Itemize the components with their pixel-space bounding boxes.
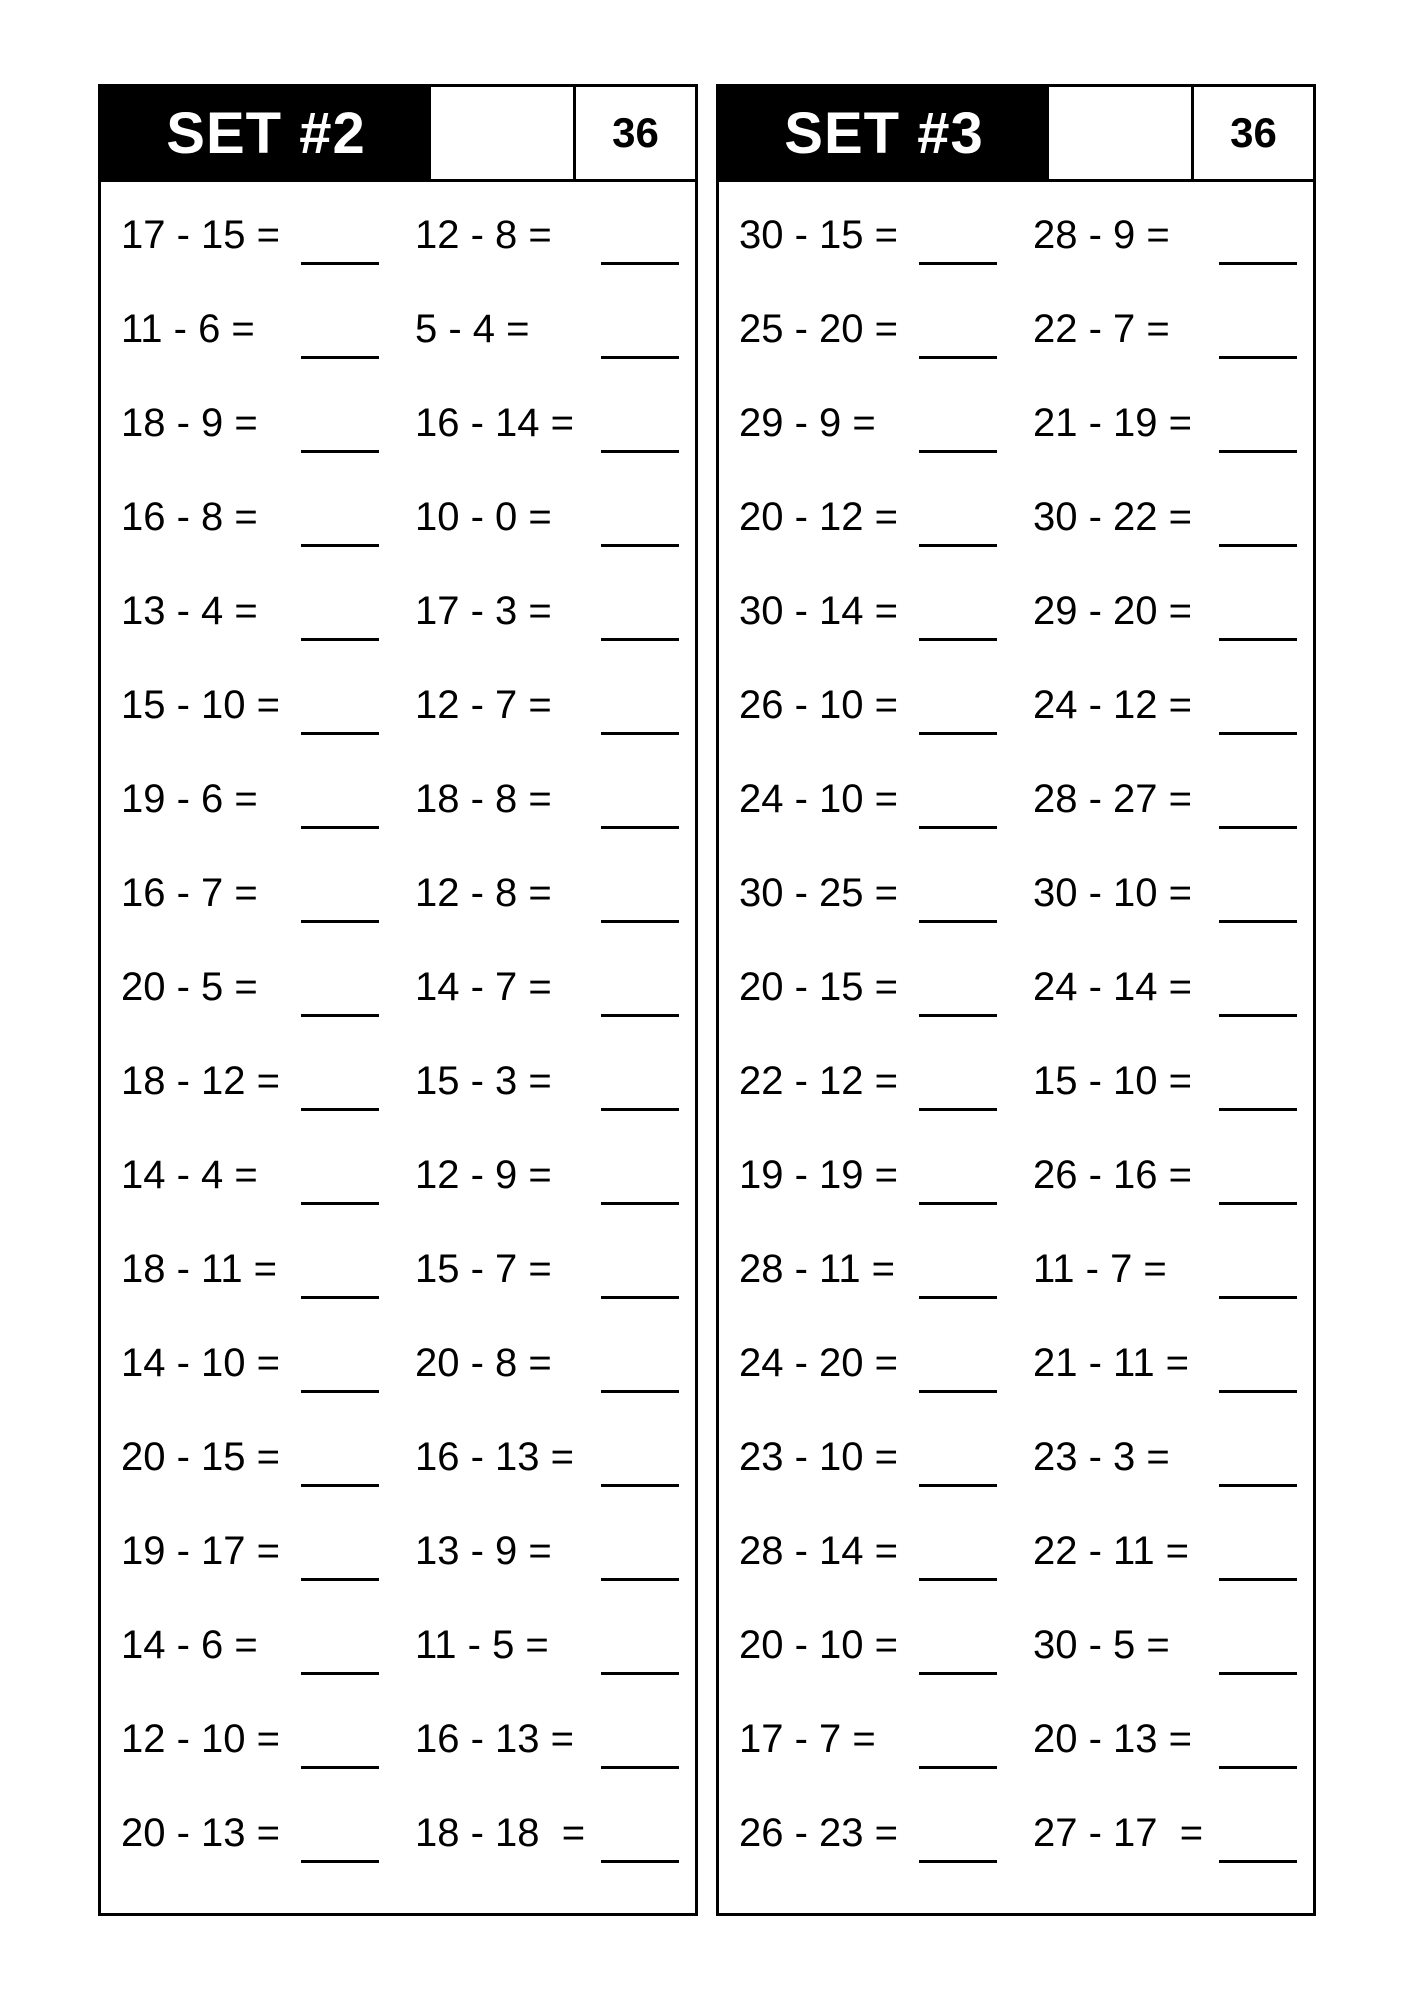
answer-blank[interactable]	[1219, 826, 1297, 829]
problem-text: 30 - 15 =	[739, 213, 899, 257]
problem-text: 15 - 7 =	[415, 1247, 552, 1291]
problem-text: 21 - 19 =	[1033, 401, 1193, 445]
problem-text: 28 - 14 =	[739, 1529, 899, 1573]
problem-text: 26 - 23 =	[739, 1811, 899, 1855]
answer-blank[interactable]	[301, 826, 379, 829]
answer-blank[interactable]	[601, 826, 679, 829]
answer-blank[interactable]	[1219, 544, 1297, 547]
answer-blank[interactable]	[301, 1672, 379, 1675]
problem-text: 15 - 10 =	[121, 683, 281, 727]
answer-blank[interactable]	[1219, 1860, 1297, 1863]
answer-blank[interactable]	[601, 1390, 679, 1393]
problem-text: 11 - 7 =	[1033, 1247, 1167, 1291]
problem-row	[719, 558, 1313, 652]
answer-blank[interactable]	[601, 1014, 679, 1017]
answer-blank[interactable]	[919, 450, 997, 453]
answer-blank[interactable]	[919, 638, 997, 641]
answer-blank[interactable]	[301, 1860, 379, 1863]
problem-text: 16 - 7 =	[121, 871, 258, 915]
problem-text: 20 - 12 =	[739, 495, 899, 539]
problem-row	[719, 840, 1313, 934]
answer-blank[interactable]	[919, 1578, 997, 1581]
answer-blank[interactable]	[1219, 1484, 1297, 1487]
problem-text: 23 - 10 =	[739, 1435, 899, 1479]
answer-blank[interactable]	[919, 1860, 997, 1863]
answer-blank[interactable]	[919, 1484, 997, 1487]
problem-text: 30 - 10 =	[1033, 871, 1193, 915]
problem-row	[719, 1028, 1313, 1122]
problem-row	[101, 276, 695, 370]
problem-text: 20 - 8 =	[415, 1341, 552, 1385]
answer-blank[interactable]	[1219, 1296, 1297, 1299]
answer-blank[interactable]	[301, 262, 379, 265]
problem-row	[101, 746, 695, 840]
problem-row	[719, 276, 1313, 370]
problem-text: 24 - 10 =	[739, 777, 899, 821]
problem-row	[101, 1122, 695, 1216]
problem-row	[101, 1592, 695, 1686]
problem-row	[719, 370, 1313, 464]
answer-blank[interactable]	[301, 1014, 379, 1017]
answer-blank[interactable]	[301, 1202, 379, 1205]
problem-text: 14 - 7 =	[415, 965, 552, 1009]
answer-blank[interactable]	[1219, 1672, 1297, 1675]
problem-row	[101, 1404, 695, 1498]
answer-blank[interactable]	[601, 1108, 679, 1111]
answer-blank[interactable]	[1219, 1202, 1297, 1205]
problem-row	[719, 652, 1313, 746]
problem-row	[101, 840, 695, 934]
answer-blank[interactable]	[1219, 1578, 1297, 1581]
problem-text: 28 - 9 =	[1033, 213, 1170, 257]
answer-blank[interactable]	[301, 1484, 379, 1487]
answer-blank[interactable]	[601, 1202, 679, 1205]
problem-text: 30 - 14 =	[739, 589, 899, 633]
problem-text: 19 - 6 =	[121, 777, 258, 821]
problem-row	[719, 1498, 1313, 1592]
answer-blank[interactable]	[1219, 1108, 1297, 1111]
answer-blank[interactable]	[601, 262, 679, 265]
answer-blank[interactable]	[301, 1296, 379, 1299]
problem-text: 16 - 13 =	[415, 1717, 575, 1761]
problem-text: 18 - 11 =	[121, 1247, 278, 1291]
answer-blank[interactable]	[601, 1672, 679, 1675]
problem-row	[719, 1686, 1313, 1780]
problem-text: 20 - 15 =	[739, 965, 899, 1009]
answer-blank[interactable]	[919, 1766, 997, 1769]
problem-text: 15 - 3 =	[415, 1059, 552, 1103]
problem-row	[719, 934, 1313, 1028]
problem-text: 21 - 11 =	[1033, 1341, 1190, 1385]
answer-blank[interactable]	[601, 732, 679, 735]
problem-row	[101, 1780, 695, 1874]
problem-row	[101, 558, 695, 652]
answer-blank[interactable]	[301, 1108, 379, 1111]
answer-blank[interactable]	[301, 920, 379, 923]
problem-row	[101, 1498, 695, 1592]
problem-text: 12 - 8 =	[415, 213, 552, 257]
problem-text: 18 - 18 =	[415, 1811, 586, 1855]
set-2-score-field	[431, 87, 571, 179]
problem-text: 30 - 25 =	[739, 871, 899, 915]
problem-row	[101, 1028, 695, 1122]
answer-blank[interactable]	[919, 732, 997, 735]
answer-blank[interactable]	[601, 450, 679, 453]
problem-text: 20 - 13 =	[121, 1811, 281, 1855]
problem-text: 5 - 4 =	[415, 307, 530, 351]
problem-row	[719, 1216, 1313, 1310]
problem-row	[719, 1592, 1313, 1686]
problem-text: 15 - 10 =	[1033, 1059, 1193, 1103]
answer-blank[interactable]	[1219, 732, 1297, 735]
set-2-header	[101, 87, 695, 182]
answer-blank[interactable]	[301, 356, 379, 359]
answer-blank[interactable]	[601, 1860, 679, 1863]
problem-row	[719, 1122, 1313, 1216]
set-3-card	[716, 84, 1316, 1916]
problem-text: 22 - 12 =	[739, 1059, 899, 1103]
answer-blank[interactable]	[919, 1672, 997, 1675]
set-2-title: SET #2	[101, 87, 431, 179]
problem-text: 28 - 11 =	[739, 1247, 896, 1291]
problem-text: 14 - 6 =	[121, 1623, 258, 1667]
problem-text: 29 - 9 =	[739, 401, 876, 445]
problem-text: 20 - 15 =	[121, 1435, 281, 1479]
problem-text: 20 - 5 =	[121, 965, 258, 1009]
problem-text: 14 - 4 =	[121, 1153, 258, 1197]
set-3-problems	[719, 182, 1313, 1913]
problem-text: 12 - 9 =	[415, 1153, 552, 1197]
answer-blank[interactable]	[1219, 450, 1297, 453]
problem-text: 11 - 6 =	[121, 307, 255, 351]
problem-text: 25 - 20 =	[739, 307, 899, 351]
problem-text: 24 - 12 =	[1033, 683, 1193, 727]
problem-row	[719, 182, 1313, 276]
answer-blank[interactable]	[919, 262, 997, 265]
problem-row	[101, 464, 695, 558]
problem-text: 16 - 13 =	[415, 1435, 575, 1479]
problem-row	[719, 746, 1313, 840]
problem-text: 18 - 12 =	[121, 1059, 281, 1103]
problem-row	[101, 1216, 695, 1310]
problem-text: 26 - 16 =	[1033, 1153, 1193, 1197]
problem-text: 22 - 7 =	[1033, 307, 1170, 351]
answer-blank[interactable]	[919, 826, 997, 829]
problem-text: 18 - 8 =	[415, 777, 552, 821]
problem-text: 27 - 17 =	[1033, 1811, 1204, 1855]
problem-text: 13 - 4 =	[121, 589, 258, 633]
answer-blank[interactable]	[1219, 920, 1297, 923]
problem-row	[101, 934, 695, 1028]
problem-row	[719, 1310, 1313, 1404]
problem-row	[719, 1404, 1313, 1498]
set-3-header	[719, 87, 1313, 182]
problem-text: 12 - 7 =	[415, 683, 552, 727]
problem-text: 14 - 10 =	[121, 1341, 281, 1385]
answer-blank[interactable]	[919, 1014, 997, 1017]
answer-blank[interactable]	[601, 1296, 679, 1299]
problem-text: 19 - 17 =	[121, 1529, 281, 1573]
answer-blank[interactable]	[301, 638, 379, 641]
answer-blank[interactable]	[301, 1390, 379, 1393]
answer-blank[interactable]	[301, 1578, 379, 1581]
problem-text: 20 - 10 =	[739, 1623, 899, 1667]
answer-blank[interactable]	[919, 920, 997, 923]
answer-blank[interactable]	[301, 732, 379, 735]
problem-text: 10 - 0 =	[415, 495, 552, 539]
answer-blank[interactable]	[1219, 1766, 1297, 1769]
set-2-total: 36	[573, 87, 695, 179]
answer-blank[interactable]	[919, 544, 997, 547]
answer-blank[interactable]	[919, 356, 997, 359]
answer-blank[interactable]	[301, 544, 379, 547]
problem-row	[101, 182, 695, 276]
set-3-title: SET #3	[719, 87, 1049, 179]
answer-blank[interactable]	[1219, 1014, 1297, 1017]
set-2-card	[98, 84, 698, 1916]
problem-text: 16 - 8 =	[121, 495, 258, 539]
problem-text: 22 - 11 =	[1033, 1529, 1190, 1573]
answer-blank[interactable]	[301, 450, 379, 453]
answer-blank[interactable]	[919, 1202, 997, 1205]
problem-text: 20 - 13 =	[1033, 1717, 1193, 1761]
problem-text: 12 - 10 =	[121, 1717, 281, 1761]
answer-blank[interactable]	[1219, 1390, 1297, 1393]
problem-row	[101, 1310, 695, 1404]
problem-text: 17 - 3 =	[415, 589, 552, 633]
problem-row	[101, 1686, 695, 1780]
problem-text: 30 - 5 =	[1033, 1623, 1170, 1667]
problem-text: 18 - 9 =	[121, 401, 258, 445]
answer-blank[interactable]	[601, 920, 679, 923]
answer-blank[interactable]	[301, 1766, 379, 1769]
answer-blank[interactable]	[601, 356, 679, 359]
answer-blank[interactable]	[601, 1578, 679, 1581]
set-3-total: 36	[1191, 87, 1313, 179]
problem-text: 23 - 3 =	[1033, 1435, 1170, 1479]
problem-text: 12 - 8 =	[415, 871, 552, 915]
problem-text: 24 - 20 =	[739, 1341, 899, 1385]
problem-text: 28 - 27 =	[1033, 777, 1193, 821]
answer-blank[interactable]	[601, 638, 679, 641]
answer-blank[interactable]	[601, 544, 679, 547]
answer-blank[interactable]	[919, 1390, 997, 1393]
problem-row	[101, 370, 695, 464]
problem-text: 24 - 14 =	[1033, 965, 1193, 1009]
answer-blank[interactable]	[1219, 638, 1297, 641]
problem-text: 17 - 7 =	[739, 1717, 876, 1761]
problem-text: 17 - 15 =	[121, 213, 281, 257]
problem-text: 11 - 5 =	[415, 1623, 549, 1667]
answer-blank[interactable]	[1219, 262, 1297, 265]
problem-text: 26 - 10 =	[739, 683, 899, 727]
answer-blank[interactable]	[919, 1108, 997, 1111]
answer-blank[interactable]	[601, 1766, 679, 1769]
set-2-problems	[101, 182, 695, 1913]
problem-text: 13 - 9 =	[415, 1529, 552, 1573]
answer-blank[interactable]	[1219, 356, 1297, 359]
set-3-score-field	[1049, 87, 1189, 179]
answer-blank[interactable]	[919, 1296, 997, 1299]
problem-text: 29 - 20 =	[1033, 589, 1193, 633]
answer-blank[interactable]	[601, 1484, 679, 1487]
problem-row	[101, 652, 695, 746]
problem-text: 16 - 14 =	[415, 401, 575, 445]
problem-text: 19 - 19 =	[739, 1153, 899, 1197]
problem-row	[719, 464, 1313, 558]
problem-text: 30 - 22 =	[1033, 495, 1193, 539]
problem-row	[719, 1780, 1313, 1874]
